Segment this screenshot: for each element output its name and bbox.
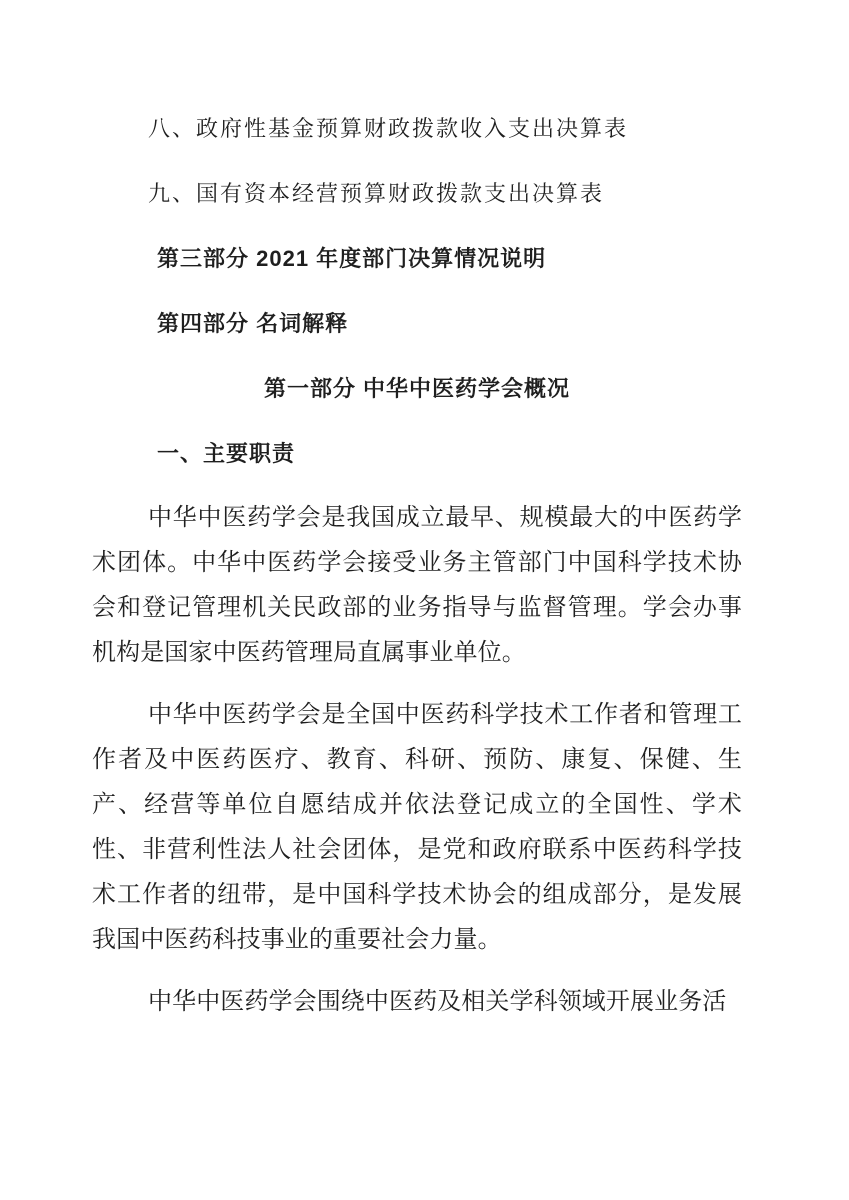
toc-item-8: 八、政府性基金预算财政拨款收入支出决算表 bbox=[148, 116, 629, 141]
part-heading-3: 第三部分 2021 年度部门决算情况说明 bbox=[157, 246, 547, 271]
toc-item-9: 九、国有资本经营预算财政拨款支出决算表 bbox=[148, 181, 605, 206]
paragraph: 中华中医药学会是全国中医药科学技术工作者和管理工作者及中医药医疗、教育、科研、预防、康复、保健、生产、经营等单位自愿结成并依法登记成立的全国性、学术性、非营利性法人社会团体，是党和政府联系中医药科学技术工作者的纽带，是中国科学技术协会的组成部分，是发展我国中医药科技事业的重要社会力量。 bbox=[92, 702, 742, 953]
paragraph: 中华中医药学会是我国成立最早、规模最大的中医药学术团体。中华中医药学会接受业务主管部门中国科学技术协会和登记管理机关民政部的业务指导与监督管理。学会办事机构是国家中医药管理局直属事业单位。 bbox=[92, 505, 742, 666]
paragraph: 中华中医药学会围绕中医药及相关学科领域开展业务活 bbox=[148, 989, 727, 1015]
part-heading-4: 第四部分 名词解释 bbox=[157, 311, 349, 336]
section-title: 第一部分 中华中医药学会概况 bbox=[263, 376, 571, 401]
subsection-heading: 一、主要职责 bbox=[157, 441, 296, 466]
